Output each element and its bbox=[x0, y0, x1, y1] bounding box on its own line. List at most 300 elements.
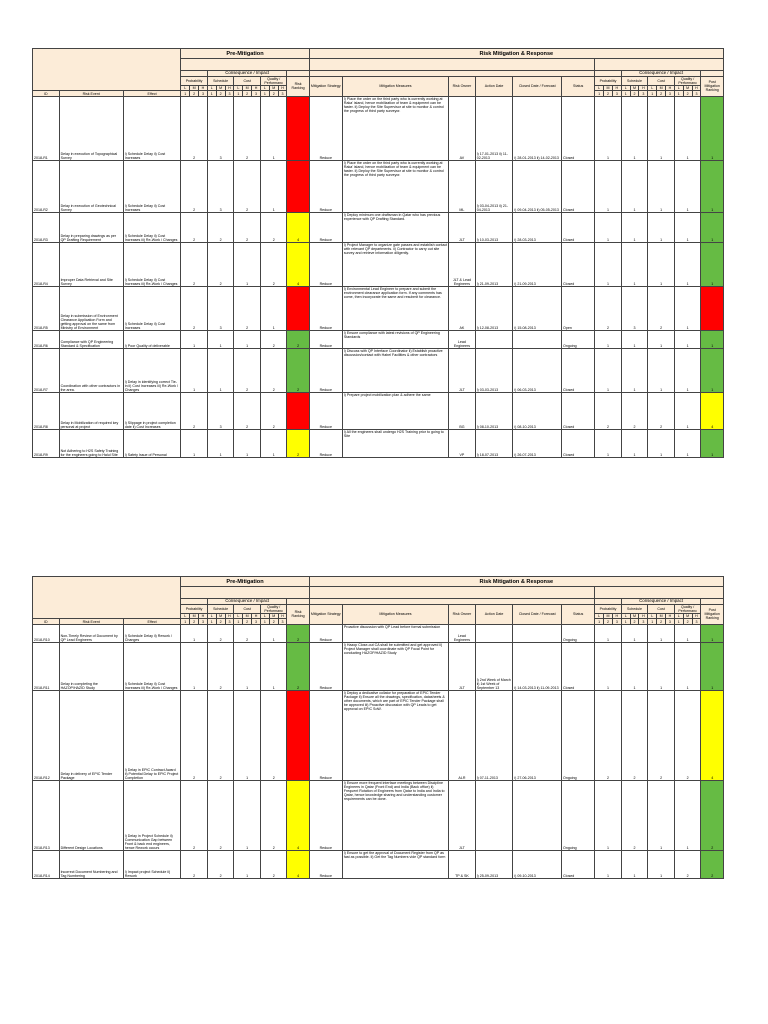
header-post-scale-number: 1 bbox=[674, 91, 683, 97]
post-cost: 1 bbox=[648, 851, 675, 879]
header-post-lmh: H bbox=[612, 613, 621, 618]
mitigation-measures: Proactive discussion with QP Lead before formal submission bbox=[342, 625, 448, 643]
post-quality: 1 bbox=[674, 161, 701, 213]
header-post-mitigation-ranking: Post Mitigation Ranking bbox=[701, 604, 724, 624]
post-cost: 1 bbox=[648, 430, 675, 458]
pre-probability: 2 bbox=[181, 161, 208, 213]
pre-probability: 2 bbox=[181, 97, 208, 161]
header-post-lmh: H bbox=[639, 85, 648, 90]
post-mitigation-ranking: 1 bbox=[701, 625, 724, 643]
header-pre-scale-number: 2 bbox=[216, 91, 225, 97]
header-action-date: Action Date bbox=[475, 604, 513, 624]
header-post-lmh: M bbox=[683, 85, 692, 90]
action-date: i) 2nd Week of March ii) 1st Week of September 13 bbox=[475, 643, 513, 691]
pre-probability: 2 bbox=[181, 243, 208, 287]
mitigation-strategy: Reduce bbox=[309, 851, 342, 879]
header-pre-lmh: H bbox=[252, 613, 261, 618]
action-date bbox=[475, 331, 513, 349]
header-pre-lmh: L bbox=[181, 85, 190, 90]
pre-quality: 1 bbox=[260, 625, 287, 643]
header-post-scale-number: 3 bbox=[639, 619, 648, 625]
header-post-lmh: H bbox=[639, 613, 648, 618]
header-pre-lmh: L bbox=[234, 85, 243, 90]
header-post-cost: Cost bbox=[648, 604, 675, 613]
risk-status: Closed bbox=[562, 97, 595, 161]
header-pre-lmh: H bbox=[225, 613, 234, 618]
post-quality: 1 bbox=[674, 625, 701, 643]
risk-owner: JLT bbox=[449, 349, 476, 393]
action-date: i) 21-09-2013 bbox=[475, 243, 513, 287]
risk-effect: i) Schedule Delay ii) Cost Increases iii) Re-Work / Changes bbox=[123, 643, 181, 691]
risk-event: Not Adhering to H2S Safety Training for the engineers going to Halul Site bbox=[59, 430, 123, 458]
header-post-lmh: H bbox=[692, 85, 701, 90]
risk-id: 2018-R1 bbox=[33, 97, 60, 161]
risk-owner: AK bbox=[449, 287, 476, 331]
post-cost: 1 bbox=[648, 331, 675, 349]
risk-status: Closed bbox=[562, 643, 595, 691]
action-date: i) 03-03-2013 bbox=[475, 349, 513, 393]
header-pre-scale-number: 1 bbox=[207, 619, 216, 625]
mitigation-strategy: Reduce bbox=[309, 430, 342, 458]
header-post-lmh: L bbox=[674, 85, 683, 90]
header-risk-ranking: Risk Ranking bbox=[287, 76, 309, 96]
header-pre-scale-number: 2 bbox=[216, 619, 225, 625]
risk-owner: Lead Engineers bbox=[449, 625, 476, 643]
header-mitigation-measures: Mitigation Measures bbox=[342, 604, 448, 624]
header-post-schedule: Schedule bbox=[621, 76, 648, 85]
risk-ranking: 2 bbox=[287, 643, 309, 691]
mitigation-measures: i) Project Manager to organize gate passes and establish contact with relevant QP departments. ii) Contractor to carry out site survey and retrieve information diligently. bbox=[342, 243, 448, 287]
pre-quality: 2 bbox=[260, 393, 287, 430]
risk-row bbox=[33, 161, 724, 213]
risk-event: Delay in execution of Topographical Survey bbox=[59, 97, 123, 161]
post-cost: 1 bbox=[648, 349, 675, 393]
header-pre-consequence: Consequence / Impact bbox=[207, 599, 287, 605]
closed-date: i) 09-04-2013 ii) 05-05-2013 bbox=[513, 161, 562, 213]
risk-ranking: 2 bbox=[287, 331, 309, 349]
closed-date: i) 21-09-2013 bbox=[513, 243, 562, 287]
pre-probability: 2 bbox=[181, 691, 208, 781]
pre-schedule: 2 bbox=[207, 243, 234, 287]
risk-row bbox=[33, 781, 724, 851]
pre-cost: 2 bbox=[234, 349, 261, 393]
risk-effect: i) Schedule Delay ii) Rework / Changes bbox=[123, 625, 181, 643]
mitigation-strategy: Reduce bbox=[309, 287, 342, 331]
header-pre-lmh: H bbox=[278, 85, 287, 90]
risk-row bbox=[33, 625, 724, 643]
register-page-1 bbox=[32, 48, 724, 458]
pre-cost: 1 bbox=[234, 851, 261, 879]
risk-row bbox=[33, 851, 724, 879]
header-post-spacer bbox=[595, 59, 724, 71]
header-post-lmh: L bbox=[648, 85, 657, 90]
pre-probability: 2 bbox=[181, 781, 208, 851]
pre-cost: 2 bbox=[234, 213, 261, 243]
header-post-lmh: L bbox=[648, 613, 657, 618]
pre-schedule: 3 bbox=[207, 393, 234, 430]
risk-status: Closed bbox=[562, 851, 595, 879]
header-pre-cost: Cost bbox=[234, 604, 261, 613]
mitigation-strategy: Reduce bbox=[309, 643, 342, 691]
header-post-schedule: Schedule bbox=[621, 604, 648, 613]
risk-ranking: 2 bbox=[287, 349, 309, 393]
action-date: i) 03-04-2013 ii) 21-04-2013 bbox=[475, 161, 513, 213]
risk-owner: ML bbox=[449, 161, 476, 213]
header-pre-spacer bbox=[181, 59, 309, 71]
action-date: i) 18-07-2013 bbox=[475, 430, 513, 458]
header-closed-date: Closed Date / Forecast bbox=[513, 604, 562, 624]
header-pre-cost: Cost bbox=[234, 76, 261, 85]
pre-quality: 2 bbox=[260, 213, 287, 243]
post-mitigation-ranking: 1 bbox=[701, 430, 724, 458]
pre-schedule: 3 bbox=[207, 97, 234, 161]
pre-schedule: 2 bbox=[207, 643, 234, 691]
post-cost: 1 bbox=[648, 161, 675, 213]
post-mitigation-ranking: 1 bbox=[701, 331, 724, 349]
header-post-scale-number: 2 bbox=[683, 91, 692, 97]
header-post-lmh: H bbox=[692, 613, 701, 618]
header-post-lmh: H bbox=[612, 85, 621, 90]
header-risk-spacer bbox=[309, 587, 595, 599]
risk-effect: i) Slippage in project completion date ii) Cost Increases bbox=[123, 393, 181, 430]
header-post-scale-number: 3 bbox=[612, 91, 621, 97]
risk-status: Closed bbox=[562, 213, 595, 243]
header-post-lmh: M bbox=[657, 613, 666, 618]
pre-probability: 2 bbox=[181, 213, 208, 243]
header-post-lmh: H bbox=[666, 613, 675, 618]
action-date bbox=[475, 781, 513, 851]
header-post-lmh: M bbox=[630, 85, 639, 90]
header-post-scale-number: 1 bbox=[648, 91, 657, 97]
risk-owner: AV bbox=[449, 97, 476, 161]
pre-cost: 1 bbox=[234, 643, 261, 691]
pre-schedule: 1 bbox=[207, 331, 234, 349]
risk-event: Delay in preparing drawings as per QP Drafting Requirement bbox=[59, 213, 123, 243]
header-pre-lmh: H bbox=[199, 613, 208, 618]
header-risk-event: Risk Event bbox=[59, 619, 123, 625]
pre-quality: 1 bbox=[260, 643, 287, 691]
header-pre-scale-number: 1 bbox=[234, 619, 243, 625]
header-id: ID bbox=[33, 619, 60, 625]
header-pre-quality_performance: Quality / Performanc bbox=[260, 76, 287, 85]
header-blank bbox=[33, 49, 181, 91]
post-quality: 2 bbox=[674, 851, 701, 879]
pre-quality: 1 bbox=[260, 161, 287, 213]
header-post-quality_performance: Quality / Performanc bbox=[674, 76, 701, 85]
header-post-scale-number: 2 bbox=[604, 619, 613, 625]
header-pre-quality_performance: Quality / Performanc bbox=[260, 604, 287, 613]
risk-event: Different Design Locations bbox=[59, 781, 123, 851]
mitigation-measures: i) Ensure compliance with latest revisions of QP Engineering Standards bbox=[342, 331, 448, 349]
post-cost: 1 bbox=[648, 643, 675, 691]
pre-quality: 2 bbox=[260, 331, 287, 349]
header-pre-scale-number: 3 bbox=[252, 619, 261, 625]
header-pre-lmh: L bbox=[260, 613, 269, 618]
risk-event: Delay in delivery of EPIC Tender Package bbox=[59, 691, 123, 781]
header-closed-date: Closed Date / Forecast bbox=[513, 76, 562, 96]
mitigation-measures: i) Discuss with QP Interface Coordinator ii) Establish proactive discussion/contact with Habel Facilities & other contractors bbox=[342, 349, 448, 393]
header-pre-lmh: L bbox=[207, 85, 216, 90]
header-post-scale-number: 3 bbox=[639, 91, 648, 97]
header-id: ID bbox=[33, 91, 60, 97]
post-schedule: 1 bbox=[621, 430, 648, 458]
header-risk-event: Risk Event bbox=[59, 91, 123, 97]
mitigation-strategy: Reduce bbox=[309, 625, 342, 643]
pre-cost: 2 bbox=[234, 97, 261, 161]
header-post-scale-number: 3 bbox=[692, 619, 701, 625]
header-pre-scale-number: 3 bbox=[252, 91, 261, 97]
post-schedule: 1 bbox=[621, 331, 648, 349]
post-cost: 1 bbox=[648, 97, 675, 161]
header-pre-scale-number: 3 bbox=[225, 91, 234, 97]
risk-owner: BG bbox=[449, 393, 476, 430]
header-action-date: Action Date bbox=[475, 76, 513, 96]
pre-probability: 2 bbox=[181, 393, 208, 430]
mitigation-measures: i) Deploy minimum one draftsman in Qatar who has previous experience with QP Drafting Standard. bbox=[342, 213, 448, 243]
pre-cost: 2 bbox=[234, 287, 261, 331]
header-risk-response: Risk Mitigation & Response bbox=[309, 49, 723, 59]
header-pre-lmh: L bbox=[260, 85, 269, 90]
header-pre-lmh: H bbox=[252, 85, 261, 90]
header-mitigation-strategy: Mitigation Strategy bbox=[309, 604, 342, 624]
risk-id: 2018-R3 bbox=[33, 213, 60, 243]
risk-owner: TP & SK bbox=[449, 851, 476, 879]
risk-row bbox=[33, 287, 724, 331]
post-quality: 1 bbox=[674, 349, 701, 393]
post-mitigation-ranking: 4 bbox=[701, 393, 724, 430]
risk-status: Closed bbox=[562, 393, 595, 430]
action-date: i) 10-03-2013 bbox=[475, 213, 513, 243]
header-pre-scale-number: 3 bbox=[278, 619, 287, 625]
header-post-lmh: M bbox=[683, 613, 692, 618]
closed-date: i) 08-10-2013 bbox=[513, 393, 562, 430]
pre-cost: 2 bbox=[234, 393, 261, 430]
header-post-scale-number: 3 bbox=[692, 91, 701, 97]
header-pre-lmh: M bbox=[190, 85, 199, 90]
post-schedule: 1 bbox=[621, 213, 648, 243]
header-post-lmh: L bbox=[621, 613, 630, 618]
post-probability: 1 bbox=[595, 851, 622, 879]
header-pre-schedule: Schedule bbox=[207, 76, 234, 85]
header-post-mitigation-ranking: Post Mitigation Ranking bbox=[701, 76, 724, 96]
post-cost: 1 bbox=[648, 213, 675, 243]
header-pre-scale-number: 1 bbox=[207, 91, 216, 97]
risk-status: Closed bbox=[562, 161, 595, 213]
closed-date bbox=[513, 331, 562, 349]
header-post-spacer bbox=[595, 587, 724, 599]
risk-effect: i) Schedule Delay ii) Cost Increases iii) Re-Work / Changes bbox=[123, 213, 181, 243]
header-risk-spacer bbox=[309, 59, 595, 71]
pre-quality: 2 bbox=[260, 851, 287, 879]
mitigation-measures: i) Environmental Lead Engineer to prepare and submit the environment clearance application form. If any comments has come, then incorporate the same and resubmit for clearance. bbox=[342, 287, 448, 331]
risk-event: Delay in Mobilization of required key personal at project bbox=[59, 393, 123, 430]
header-post-lmh: M bbox=[630, 613, 639, 618]
post-schedule: 1 bbox=[621, 349, 648, 393]
header-post-lmh: L bbox=[674, 613, 683, 618]
risk-id: 2018-R9 bbox=[33, 430, 60, 458]
header-pre-scale-number: 3 bbox=[199, 619, 208, 625]
mitigation-strategy: Reduce bbox=[309, 97, 342, 161]
post-mitigation-ranking: 1 bbox=[701, 161, 724, 213]
risk-status: Ongoing bbox=[562, 625, 595, 643]
closed-date bbox=[513, 625, 562, 643]
header-risk-ranking: Risk Ranking bbox=[287, 604, 309, 624]
header-blank bbox=[33, 577, 181, 619]
risk-owner: JLT bbox=[449, 213, 476, 243]
header-pre-probability: Probability bbox=[181, 76, 208, 85]
header-pre-mitigation: Pre-Mitigation bbox=[181, 49, 309, 59]
header-post-scale-number: 3 bbox=[666, 91, 675, 97]
header-post-scale-number: 1 bbox=[621, 619, 630, 625]
post-quality: 1 bbox=[674, 213, 701, 243]
risk-effect: i) Delay in identifying correct Tie-in ii) Cost Increases iii) Re-Work / Changes bbox=[123, 349, 181, 393]
header-mitigation-measures: Mitigation Measures bbox=[342, 76, 448, 96]
risk-id: 2018-R11 bbox=[33, 643, 60, 691]
post-probability: 2 bbox=[595, 691, 622, 781]
header-pre-lmh: L bbox=[207, 613, 216, 618]
header-pre-lmh: L bbox=[234, 613, 243, 618]
pre-cost: 1 bbox=[234, 430, 261, 458]
post-quality: 1 bbox=[674, 781, 701, 851]
header-post-probability: Probability bbox=[595, 604, 622, 613]
risk-effect: i) Schedule Delay ii) Cost Increases bbox=[123, 161, 181, 213]
post-probability: 1 bbox=[595, 97, 622, 161]
pre-schedule: 2 bbox=[207, 625, 234, 643]
risk-row bbox=[33, 97, 724, 161]
closed-date: i) 06-03-2013 bbox=[513, 349, 562, 393]
header-post-scale-number: 2 bbox=[630, 91, 639, 97]
closed-date: i) 15-08-2013 bbox=[513, 287, 562, 331]
header-post-scale-number: 3 bbox=[612, 619, 621, 625]
post-mitigation-ranking: 2 bbox=[701, 851, 724, 879]
post-quality: 1 bbox=[674, 97, 701, 161]
post-probability: 2 bbox=[595, 287, 622, 331]
risk-event: Delay in completing the HAZOP/HAZID Study bbox=[59, 643, 123, 691]
post-probability: 1 bbox=[595, 430, 622, 458]
risk-status: Open bbox=[562, 287, 595, 331]
risk-ranking bbox=[287, 393, 309, 430]
post-probability: 1 bbox=[595, 781, 622, 851]
header-pre-lmh: M bbox=[243, 613, 252, 618]
risk-owner: ALR bbox=[449, 691, 476, 781]
header-pre-scale-number: 3 bbox=[199, 91, 208, 97]
header-post-lmh: L bbox=[595, 613, 604, 618]
action-date: i) 17-01-2013 ii) 11-02-2013 bbox=[475, 97, 513, 161]
header-post-consequence: Consequence / Impact bbox=[621, 599, 701, 605]
header-post-scale-number: 2 bbox=[604, 91, 613, 97]
header-status: Status bbox=[562, 604, 595, 624]
pre-probability: 1 bbox=[181, 430, 208, 458]
post-probability: 1 bbox=[595, 349, 622, 393]
post-schedule: 1 bbox=[621, 643, 648, 691]
pre-probability: 1 bbox=[181, 625, 208, 643]
risk-owner: JLT bbox=[449, 781, 476, 851]
post-quality: 2 bbox=[674, 691, 701, 781]
header-pre-scale-number: 2 bbox=[243, 91, 252, 97]
mitigation-strategy: Reduce bbox=[309, 161, 342, 213]
header-post-scale-number: 2 bbox=[657, 619, 666, 625]
risk-effect: i) Safety Issue of Personal bbox=[123, 430, 181, 458]
header-pre-lmh: H bbox=[278, 613, 287, 618]
pre-probability: 2 bbox=[181, 851, 208, 879]
header-pre-lmh: L bbox=[181, 613, 190, 618]
post-schedule: 2 bbox=[621, 393, 648, 430]
risk-event: Delay in submission of Environment Clearance Application Form and getting approval on the same from Ministry of Environment bbox=[59, 287, 123, 331]
risk-id: 2018-R13 bbox=[33, 781, 60, 851]
header-pre-scale-number: 2 bbox=[190, 91, 199, 97]
closed-date: i) 26-07-2013 bbox=[513, 430, 562, 458]
risk-row bbox=[33, 393, 724, 430]
post-probability: 1 bbox=[595, 643, 622, 691]
risk-id: 2018-R2 bbox=[33, 161, 60, 213]
header-post-scale-number: 2 bbox=[683, 619, 692, 625]
header-risk-owner: Risk Owner bbox=[449, 604, 476, 624]
header-pre-schedule: Schedule bbox=[207, 604, 234, 613]
risk-id: 2018-R10 bbox=[33, 625, 60, 643]
pre-cost: 2 bbox=[234, 625, 261, 643]
risk-effect: i) Schedule Delay ii) Cost Increases iii) Re-Work / Changes bbox=[123, 243, 181, 287]
pre-probability: 1 bbox=[181, 643, 208, 691]
mitigation-measures: i) Place the order on the third party who is currently working at Raka' island, hence mobilization of team & equipment can be faster. ii) Deploy the Site Supervisor at site to monitor & control the progress of third party surveyor. bbox=[342, 97, 448, 161]
pre-cost: 1 bbox=[234, 243, 261, 287]
post-cost: 1 bbox=[648, 781, 675, 851]
risk-id: 2018-R6 bbox=[33, 331, 60, 349]
risk-event: Improper Data Retrieval and Site Survey bbox=[59, 243, 123, 287]
action-date: i) 12-08-2013 bbox=[475, 287, 513, 331]
post-cost: 2 bbox=[648, 287, 675, 331]
pre-quality: 2 bbox=[260, 781, 287, 851]
header-risk-owner: Risk Owner bbox=[449, 76, 476, 96]
post-mitigation-ranking: 1 bbox=[701, 643, 724, 691]
header-risk-response: Risk Mitigation & Response bbox=[309, 577, 723, 587]
risk-ranking bbox=[287, 287, 309, 331]
closed-date bbox=[513, 781, 562, 851]
pre-schedule: 3 bbox=[207, 287, 234, 331]
header-pre-scale-number: 1 bbox=[181, 91, 190, 97]
header-post-lmh: H bbox=[666, 85, 675, 90]
mitigation-measures: i) Ensure more frequent interface meetings between Discipline Engineers in Qatar (Front End) and India (Back office) ii) Frequent Rotation of Engineers from Qatar to India and India to Qatar, hence knowledge sharing and understanding customer requirements can be done. bbox=[342, 781, 448, 851]
post-schedule: 1 bbox=[621, 243, 648, 287]
header-pre-lmh: M bbox=[216, 613, 225, 618]
post-cost: 2 bbox=[648, 393, 675, 430]
header-post-cost: Cost bbox=[648, 76, 675, 85]
mitigation-strategy: Reduce bbox=[309, 213, 342, 243]
header-pre-scale-number: 1 bbox=[234, 91, 243, 97]
risk-event: Delay in execution of Geotechnical Survey bbox=[59, 161, 123, 213]
risk-id: 2018-R8 bbox=[33, 393, 60, 430]
risk-ranking: 4 bbox=[287, 213, 309, 243]
mitigation-measures: i) Ensure to get the approval of Document Register from QP as fast as possible. ii) Get the Tag Numbers vide QP standard form bbox=[342, 851, 448, 879]
mitigation-measures: i) Prepare project mobilization plan & adhere the same bbox=[342, 393, 448, 430]
risk-register-table bbox=[32, 48, 724, 458]
risk-id: 2018-R5 bbox=[33, 287, 60, 331]
header-pre-lmh: M bbox=[269, 85, 278, 90]
risk-ranking: 4 bbox=[287, 243, 309, 287]
header-pre-scale-number: 1 bbox=[260, 619, 269, 625]
post-quality: 1 bbox=[674, 643, 701, 691]
risk-effect: i) Poor Quality of deliverable bbox=[123, 331, 181, 349]
risk-effect: i) Schedule Delay ii) Cost Increases bbox=[123, 287, 181, 331]
header-pre-scale-number: 1 bbox=[260, 91, 269, 97]
pre-quality: 2 bbox=[260, 349, 287, 393]
header-effect: Effect bbox=[123, 91, 181, 97]
risk-id: 2018-R4 bbox=[33, 243, 60, 287]
header-pre-scale-number: 2 bbox=[243, 619, 252, 625]
closed-date: i) 27-06-2013 bbox=[513, 691, 562, 781]
risk-status: Closed bbox=[562, 349, 595, 393]
post-cost: 1 bbox=[648, 625, 675, 643]
header-pre-probability: Probability bbox=[181, 604, 208, 613]
